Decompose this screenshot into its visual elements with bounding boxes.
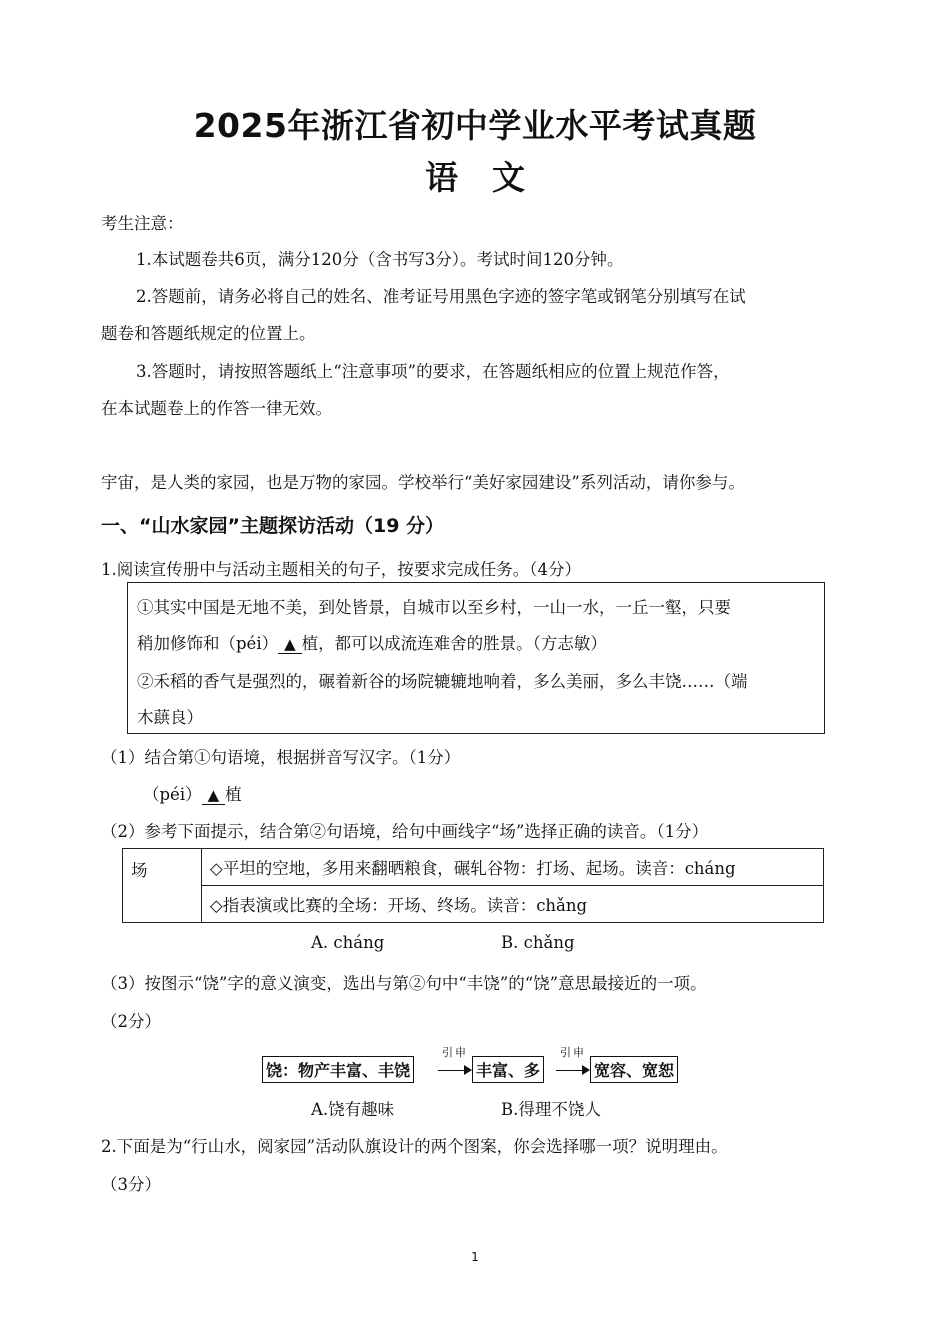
option-b: B. chǎng <box>501 933 575 952</box>
option-a: A.饶有趣味 <box>311 1100 395 1119</box>
sub-question-2-stem: （2）参考下面提示，结合第②句语境，给句中画线字“场”选择正确的读音。（1分） <box>101 822 709 841</box>
table-char: 场 <box>123 849 202 923</box>
question-1-stem: 1.阅读宣传册中与活动主题相关的句子，按要求完成任务。（4分） <box>101 560 581 579</box>
quote-box <box>127 582 825 734</box>
quote-1-line-2 <box>137 630 607 654</box>
flow-box-extended-1: 丰富、多 <box>472 1056 544 1083</box>
quote-2-line-1: ②禾稻的香气是强烈的，碾着新谷的场院辘辘地响着，多么美丽，多么丰饶……（端 <box>137 672 748 691</box>
pronunciation-table <box>122 848 824 923</box>
sub-question-1-answer <box>143 781 242 805</box>
quote-1-pinyin: 稍加修饰和（péi） <box>137 634 279 653</box>
flow-arrow-2-label: 引申 <box>560 1046 586 1059</box>
option-b: B.得理不饶人 <box>501 1100 601 1119</box>
notice-item-1: 1.本试题卷共6页，满分120分（含书写3分）。考试时间120分钟。 <box>136 250 624 269</box>
notice-item-2-line-1: 2.答题前，请务必将自己的姓名、准考证号用黑色字迹的签字笔或钢笔分别填写在试 <box>136 287 746 306</box>
answer-blank-triangle: ▲ <box>202 786 226 805</box>
section-1-heading: 一、“山水家园”主题探访活动（19 分） <box>101 515 445 537</box>
flow-arrow-1 <box>438 1044 472 1060</box>
question-2-stem-line-1: 2.下面是为“行山水，阅家园”活动队旗设计的两个图案，你会选择哪一项？说明理由。 <box>101 1137 728 1156</box>
pinyin-pei: （péi） <box>143 785 202 804</box>
question-2-stem-line-2: （3分） <box>101 1175 161 1194</box>
notice-heading: 考生注意： <box>101 214 184 233</box>
notice-item-3-line-1: 3.答题时，请按照答题纸上“注意事项”的要求，在答题纸相应的位置上规范作答， <box>136 362 730 381</box>
quote-1-line-1: ①其实中国是无地不美，到处皆景，自城市以至乡村，一山一水，一丘一壑，只要 <box>137 598 731 617</box>
sub-question-3-stem-line-2: （2分） <box>101 1012 161 1031</box>
sub-question-3-stem-line-1: （3）按图示“饶”字的意义演变，选出与第②句中“丰饶”的“饶”意思最接近的一项。 <box>101 974 707 993</box>
flow-box-origin: 饶：物产丰富、丰饶 <box>262 1056 414 1083</box>
option-a: A. cháng <box>311 933 385 952</box>
quote-1-rest: 植，都可以成流连难舍的胜景。（方志敏） <box>301 634 607 653</box>
table-definition-2: ◇指表演或比赛的全场：开场、终场。读音：chǎng <box>202 886 824 923</box>
table-definition-1: ◇平坦的空地，多用来翻晒粮食，碾轧谷物：打场、起场。读音：cháng <box>202 849 824 886</box>
notice-item-2-line-2: 题卷和答题纸规定的位置上。 <box>101 324 316 343</box>
quote-2-line-2: 木蕻良） <box>137 708 203 727</box>
subject-title: 语文 <box>425 158 559 197</box>
sub-question-1-stem: （1）结合第①句语境，根据拼音写汉字。（1分） <box>101 748 461 767</box>
arrow-right-icon <box>464 1065 472 1075</box>
answer-blank-triangle: ▲ <box>278 635 302 654</box>
page-number: 1 <box>471 1250 479 1264</box>
flow-box-extended-2: 宽容、宽恕 <box>590 1056 678 1083</box>
arrow-right-icon <box>582 1065 590 1075</box>
intro-paragraph: 宇宙，是人类的家园，也是万物的家园。学校举行“美好家园建设”系列活动，请你参与。 <box>101 473 745 492</box>
notice-item-3-line-2: 在本试题卷上的作答一律无效。 <box>101 399 332 418</box>
flow-arrow-2 <box>556 1044 590 1060</box>
flow-arrow-1-label: 引申 <box>442 1046 468 1059</box>
page-title: 2025年浙江省初中学业水平考试真题 <box>193 106 757 145</box>
answer-char: 植 <box>225 785 242 804</box>
